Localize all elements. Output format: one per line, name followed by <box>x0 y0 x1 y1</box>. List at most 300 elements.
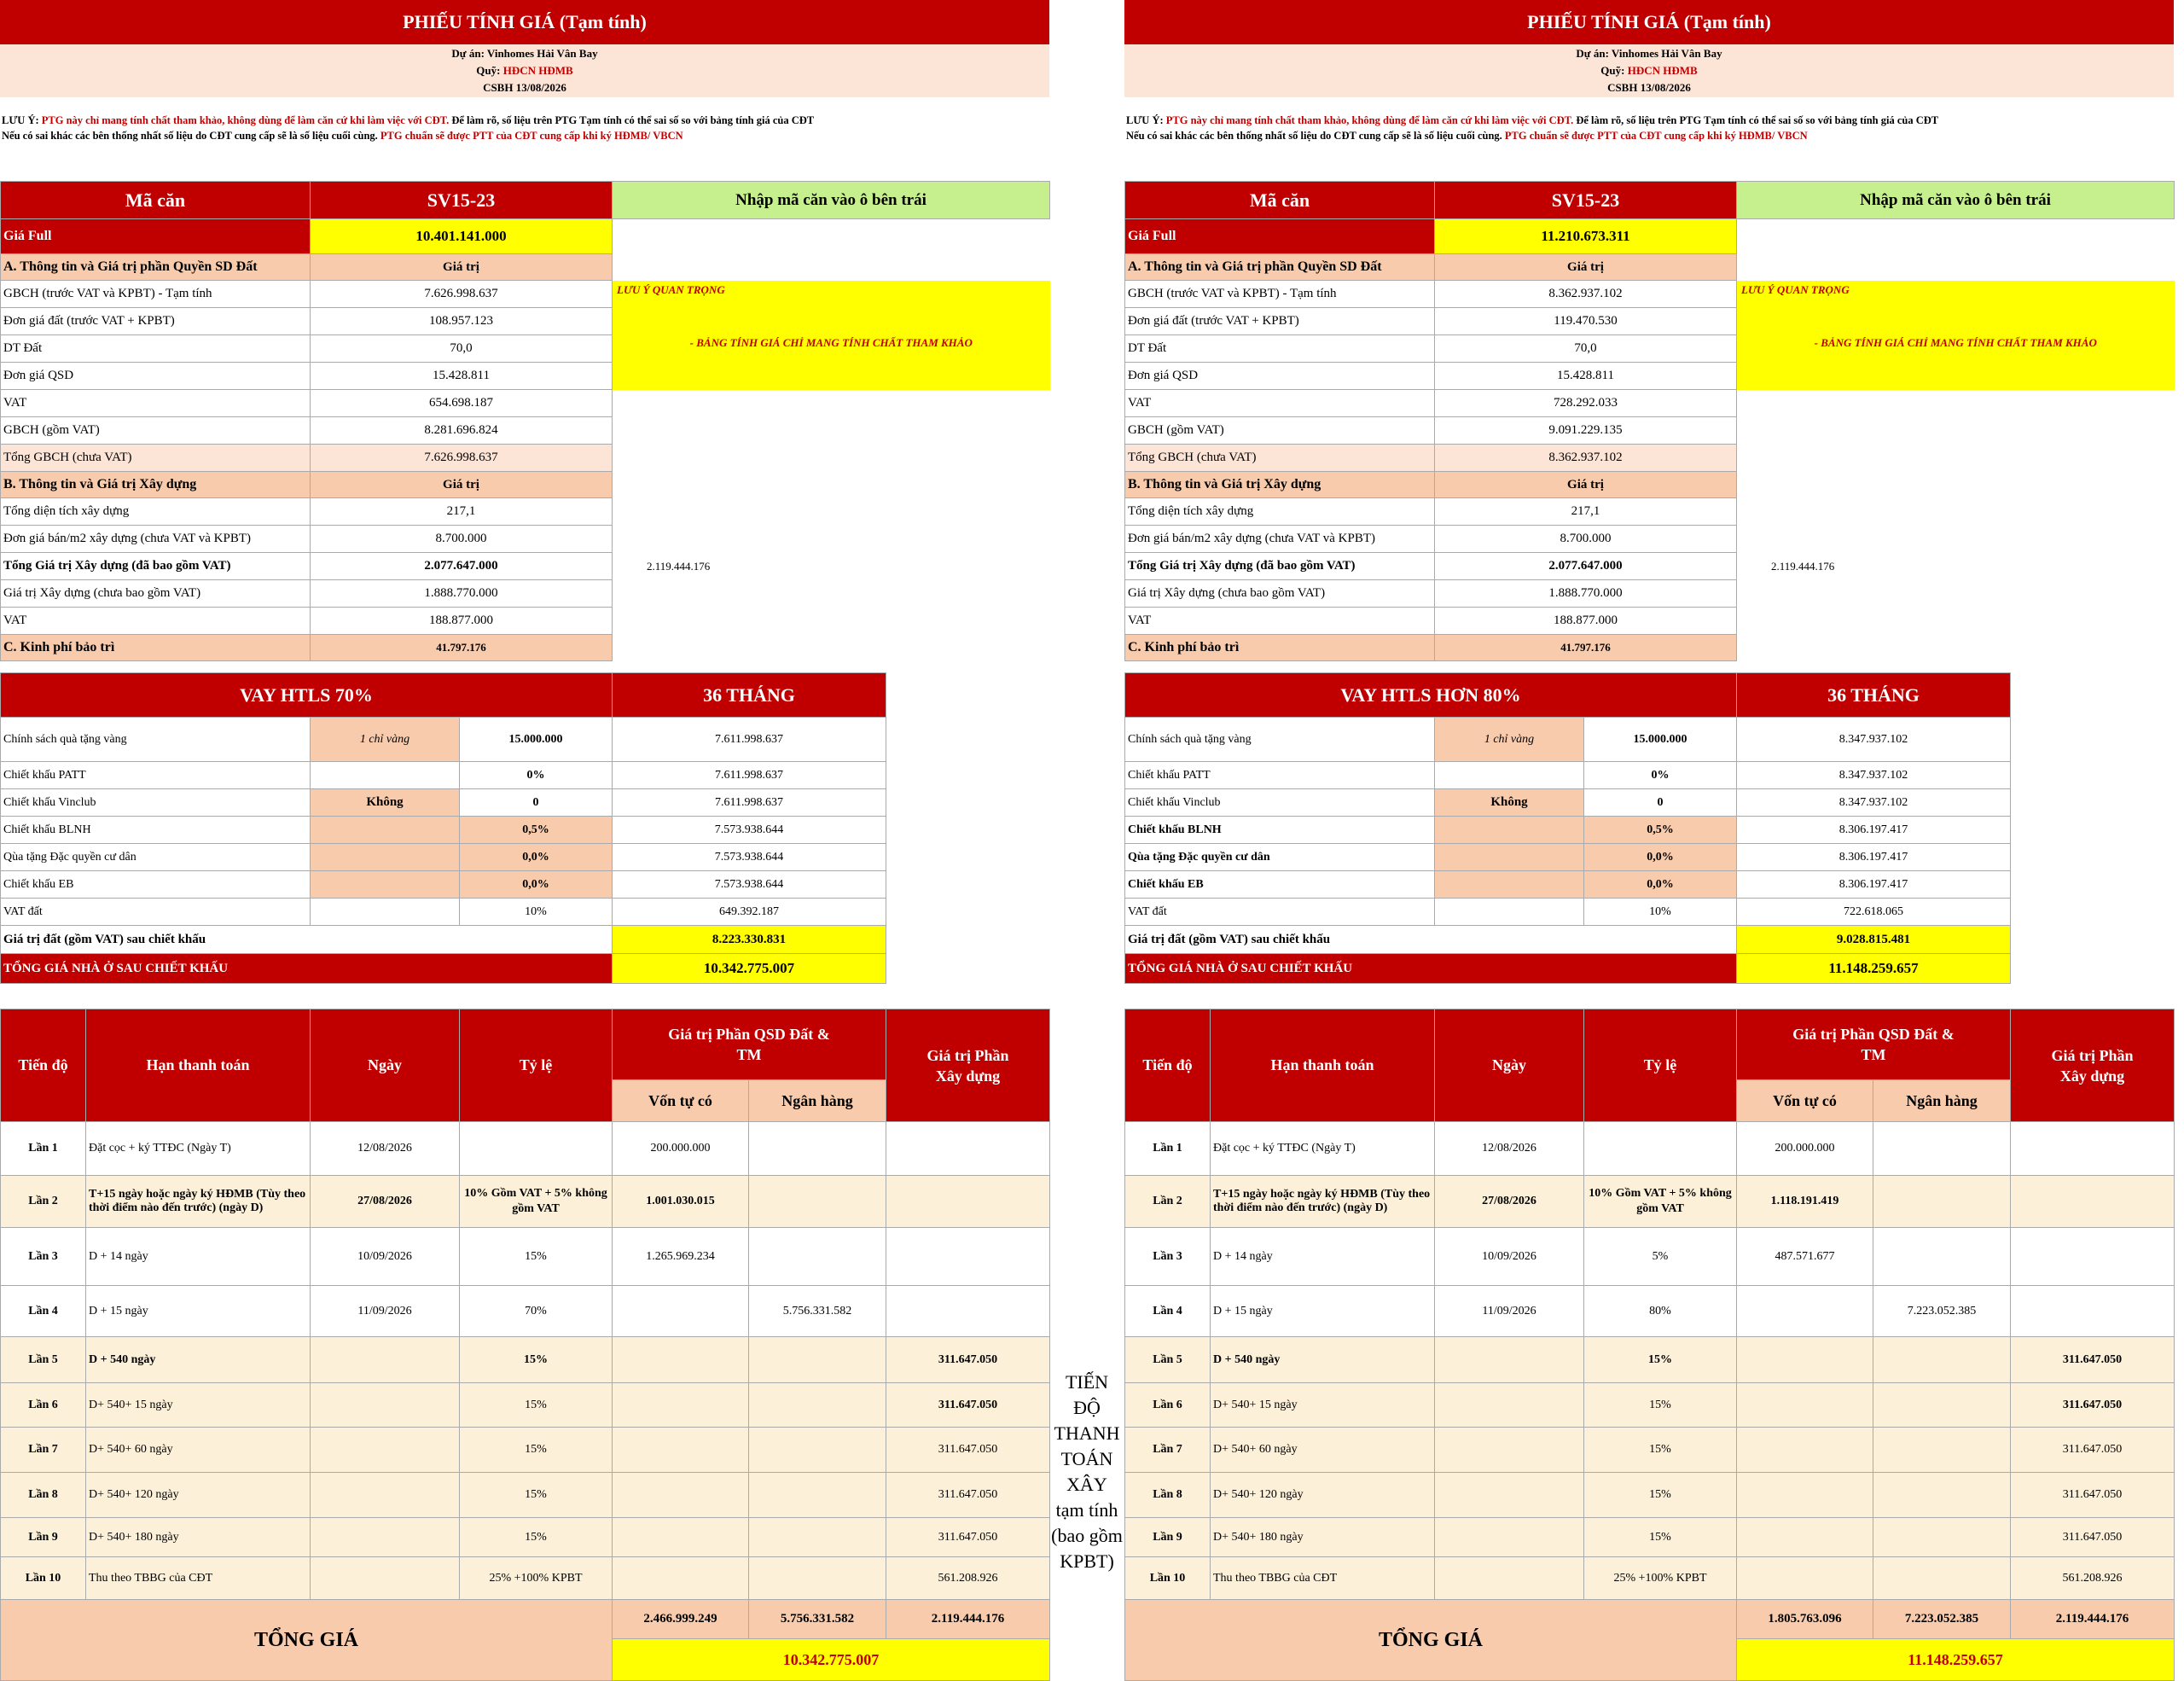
schedule-date: 12/08/2026 <box>311 1122 460 1176</box>
house-total-value: 11.148.259.657 <box>1737 954 2011 984</box>
discount-row-value: 8.347.937.102 <box>1737 762 2011 789</box>
schedule-own-capital: 487.571.677 <box>1737 1228 1873 1286</box>
note-red-1: PTG này chỉ mang tính chất tham khảo, không dùng để làm căn cứ khi làm việc với CĐT. <box>1165 114 1574 126</box>
project-info <box>1124 44 2174 97</box>
build-row-value: 1.888.770.000 <box>311 580 613 608</box>
col-land-value: Giá trị Phần QSD Đất & TM <box>613 1009 886 1080</box>
build-row-value: 1.888.770.000 <box>1435 580 1737 608</box>
build-row-value: 2.077.647.000 <box>1435 553 1737 580</box>
schedule-deadline: Đặt cọc + ký TTĐC (Ngày T) <box>1211 1122 1435 1176</box>
schedule-row <box>1125 1122 2175 1176</box>
schedule-row <box>1 1337 1050 1383</box>
schedule-bank <box>749 1122 886 1176</box>
schedule-ratio <box>1584 1122 1737 1176</box>
schedule-own-capital <box>613 1286 749 1337</box>
important-note-text: - BẢNG TÍNH GIÁ CHỈ MANG TÍNH CHẤT THAM KHẢO <box>1814 335 2097 349</box>
land-row-label: GBCH (trước VAT và KPBT) - Tạm tính <box>1 281 311 308</box>
schedule-stage: Lần 4 <box>1125 1286 1211 1337</box>
discount-row-rate: 0% <box>1584 762 1737 789</box>
unit-code-hint: Nhập mã căn vào ô bên trái <box>1737 182 2175 219</box>
schedule-bank <box>1873 1557 2011 1600</box>
col-stage: Tiến độ <box>1 1009 86 1122</box>
schedule-row <box>1 1228 1050 1286</box>
schedule-deadline: D+ 540+ 180 ngày <box>1211 1518 1435 1557</box>
section-c-title: C. Kinh phí bảo trì <box>1125 635 1435 661</box>
land-row-value: 15.428.811 <box>1435 363 1737 390</box>
discount-row-value: 8.347.937.102 <box>1737 789 2011 817</box>
col-date: Ngày <box>1435 1009 1584 1122</box>
land-row-value: 9.091.229.135 <box>1435 417 1737 445</box>
schedule-bank: 5.756.331.582 <box>749 1286 886 1337</box>
full-price-label: Giá Full <box>1125 219 1435 254</box>
discount-row-option <box>311 871 460 899</box>
schedule-build: 311.647.050 <box>886 1428 1050 1473</box>
unit-code-label: Mã căn <box>1125 182 1435 219</box>
build-row-value: 8.700.000 <box>1435 526 1737 553</box>
grand-total-label: TỔNG GIÁ <box>1125 1600 1737 1681</box>
note-black-2: Nếu có sai khác các bên thống nhất số liệu do CĐT cung cấp sẽ là số liệu cuối cùng. <box>2 130 378 142</box>
schedule-build <box>886 1286 1050 1337</box>
col-bank: Ngân hàng <box>1873 1080 2011 1122</box>
discount-row-option <box>1435 844 1584 871</box>
land-row-value: 8.362.937.102 <box>1435 445 1737 472</box>
discount-row-rate: 0,0% <box>460 871 613 899</box>
schedule-stage: Lần 1 <box>1 1122 86 1176</box>
schedule-build: 311.647.050 <box>2011 1518 2175 1557</box>
schedule-own-capital <box>1737 1518 1873 1557</box>
discount-row-label: Qùa tặng Đặc quyền cư dân <box>1 844 311 871</box>
land-row-label: GBCH (gồm VAT) <box>1125 417 1435 445</box>
note-red-2: PTG chuẩn sẽ được PTT của CĐT cung cấp khi ký HĐMB/ VBCN <box>1504 130 1808 142</box>
build-row-label: VAT <box>1125 608 1435 635</box>
schedule-own-capital <box>613 1518 749 1557</box>
loan-title: VAY HTLS HƠN 80% <box>1125 673 1737 718</box>
schedule-own-capital <box>613 1337 749 1383</box>
land-row-label: Đơn giá QSD <box>1125 363 1435 390</box>
schedule-build <box>886 1228 1050 1286</box>
schedule-bank <box>749 1557 886 1600</box>
discount-row-value: 7.573.938.644 <box>613 844 886 871</box>
fund-label: Quỹ: <box>476 64 501 77</box>
grand-total-value: 11.148.259.657 <box>1737 1639 2175 1681</box>
schedule-bank: 7.223.052.385 <box>1873 1286 2011 1337</box>
schedule-stage: Lần 6 <box>1 1383 86 1428</box>
discount-row-label: Chiết khấu Vinclub <box>1125 789 1435 817</box>
schedule-row <box>1 1383 1050 1428</box>
schedule-stage: Lần 7 <box>1125 1428 1211 1473</box>
unit-code-input[interactable]: SV15-23 <box>1435 182 1737 219</box>
land-row-label: Đơn giá đất (trước VAT + KPBT) <box>1 308 311 335</box>
build-row-label: Tổng Giá trị Xây dựng (đã bao gồm VAT) <box>1125 553 1435 580</box>
discount-row-value: 8.306.197.417 <box>1737 844 2011 871</box>
schedule-stage: Lần 4 <box>1 1286 86 1337</box>
schedule-stage: Lần 2 <box>1 1176 86 1228</box>
full-price-value: 11.210.673.311 <box>1435 219 1737 254</box>
schedule-date: 27/08/2026 <box>311 1176 460 1228</box>
discount-row-value: 8.347.937.102 <box>1737 718 2011 762</box>
project-name: Vinhomes Hải Vân Bay <box>486 47 598 60</box>
section-c-title: C. Kinh phí bảo trì <box>1 635 311 661</box>
important-note-text: - BẢNG TÍNH GIÁ CHỈ MANG TÍNH CHẤT THAM KHẢO <box>689 335 973 349</box>
discount-row-option <box>311 817 460 844</box>
land-row-value: 8.281.696.824 <box>311 417 613 445</box>
land-row-label: DT Đất <box>1 335 311 363</box>
col-deadline: Hạn thanh toán <box>86 1009 311 1122</box>
land-row-label: VAT <box>1 390 311 417</box>
total-own-capital: 2.466.999.249 <box>613 1600 749 1639</box>
schedule-own-capital <box>613 1473 749 1518</box>
schedule-ratio: 15% <box>460 1337 613 1383</box>
schedule-date <box>1435 1473 1584 1518</box>
loan-title: VAY HTLS 70% <box>1 673 613 718</box>
schedule-row <box>1125 1473 2175 1518</box>
important-note-title: LƯU Ý QUAN TRỌNG <box>617 282 725 296</box>
total-build: 2.119.444.176 <box>2011 1600 2175 1639</box>
schedule-date <box>1435 1557 1584 1600</box>
schedule-date <box>311 1518 460 1557</box>
schedule-deadline: D + 540 ngày <box>86 1337 311 1383</box>
schedule-stage: Lần 5 <box>1 1337 86 1383</box>
col-land-value: Giá trị Phần QSD Đất & TM <box>1737 1009 2011 1080</box>
discount-row-option <box>1435 899 1584 926</box>
schedule-date: 12/08/2026 <box>1435 1122 1584 1176</box>
schedule-ratio: 15% <box>460 1228 613 1286</box>
schedule-build: 311.647.050 <box>886 1518 1050 1557</box>
schedule-row <box>1125 1428 2175 1473</box>
schedule-build <box>2011 1286 2175 1337</box>
schedule-ratio: 10% Gồm VAT + 5% không gồm VAT <box>1584 1176 1737 1228</box>
build-row-label: Tổng diện tích xây dựng <box>1125 498 1435 526</box>
schedule-deadline: D + 15 ngày <box>86 1286 311 1337</box>
schedule-ratio: 80% <box>1584 1286 1737 1337</box>
build-row-label: Tổng diện tích xây dựng <box>1 498 311 526</box>
discount-row-option <box>1435 871 1584 899</box>
schedule-bank <box>1873 1176 2011 1228</box>
payment-schedule-table <box>0 1009 1050 1681</box>
schedule-own-capital: 1.118.191.419 <box>1737 1176 1873 1228</box>
unit-info-table <box>0 181 1050 661</box>
discount-row-option <box>1435 817 1584 844</box>
discount-row-label: VAT đất <box>1125 899 1435 926</box>
col-build-value: Giá trị Phần Xây dựng <box>886 1009 1050 1122</box>
project-name: Vinhomes Hải Vân Bay <box>1611 47 1722 60</box>
schedule-date: 11/09/2026 <box>311 1286 460 1337</box>
discount-row-rate: 0,5% <box>1584 817 1737 844</box>
schedule-bank <box>749 1473 886 1518</box>
land-total-value: 8.223.330.831 <box>613 926 886 954</box>
schedule-ratio: 10% Gồm VAT + 5% không gồm VAT <box>460 1176 613 1228</box>
schedule-stage: Lần 9 <box>1125 1518 1211 1557</box>
fund-name: HĐCN HĐMB <box>1627 64 1698 77</box>
schedule-row <box>1125 1228 2175 1286</box>
discount-row-label: Chiết khấu PATT <box>1 762 311 789</box>
discount-row-option <box>311 762 460 789</box>
schedule-stage: Lần 10 <box>1125 1557 1211 1600</box>
schedule-row <box>1 1428 1050 1473</box>
build-row-label: Đơn giá bán/m2 xây dựng (chưa VAT và KPBT) <box>1 526 311 553</box>
blank-cell <box>1737 445 2175 472</box>
section-c-value: 41.797.176 <box>1435 635 1737 661</box>
schedule-row <box>1125 1383 2175 1428</box>
note-black-1: Để làm rõ, số liệu trên PTG Tạm tính có thể sai số so với bảng tính giá của CĐT <box>451 114 815 126</box>
discount-row-label: Chiết khấu PATT <box>1125 762 1435 789</box>
schedule-own-capital <box>1737 1337 1873 1383</box>
schedule-ratio: 70% <box>460 1286 613 1337</box>
blank-cell <box>613 498 1050 526</box>
total-bank: 5.756.331.582 <box>749 1600 886 1639</box>
house-total-label: TỔNG GIÁ NHÀ Ở SAU CHIẾT KHẤU <box>1 954 613 984</box>
schedule-bank <box>1873 1518 2011 1557</box>
discount-row-value: 7.611.998.637 <box>613 789 886 817</box>
discount-row-option: 1 chỉ vàng <box>1435 718 1584 762</box>
schedule-deadline: D + 14 ngày <box>1211 1228 1435 1286</box>
schedule-ratio <box>460 1122 613 1176</box>
schedule-build: 311.647.050 <box>2011 1428 2175 1473</box>
schedule-ratio: 25% +100% KPBT <box>460 1557 613 1600</box>
schedule-deadline: D+ 540+ 180 ngày <box>86 1518 311 1557</box>
schedule-ratio: 15% <box>1584 1383 1737 1428</box>
schedule-row <box>1125 1286 2175 1337</box>
schedule-ratio: 25% +100% KPBT <box>1584 1557 1737 1600</box>
note-prefix: LƯU Ý: <box>2 114 39 126</box>
schedule-bank <box>1873 1337 2011 1383</box>
section-a-value-header: Giá trị <box>1435 254 1737 281</box>
schedule-build <box>2011 1122 2175 1176</box>
discount-row-label: Chính sách quà tặng vàng <box>1125 718 1435 762</box>
land-row-label: GBCH (gồm VAT) <box>1 417 311 445</box>
schedule-row <box>1125 1518 2175 1557</box>
house-total-label: TỔNG GIÁ NHÀ Ở SAU CHIẾT KHẤU <box>1125 954 1737 984</box>
schedule-own-capital <box>1737 1473 1873 1518</box>
schedule-row <box>1 1557 1050 1600</box>
land-row-value: 70,0 <box>311 335 613 363</box>
land-row-value: 119.470.530 <box>1435 308 1737 335</box>
schedule-ratio: 15% <box>460 1518 613 1557</box>
section-b-title: B. Thông tin và Giá trị Xây dựng <box>1 472 311 498</box>
schedule-deadline: D + 15 ngày <box>1211 1286 1435 1337</box>
unit-code-input[interactable]: SV15-23 <box>311 182 613 219</box>
schedule-stage: Lần 2 <box>1125 1176 1211 1228</box>
discount-row-label: Chiết khấu EB <box>1 871 311 899</box>
discount-row-rate: 0,0% <box>1584 871 1737 899</box>
schedule-stage: Lần 3 <box>1125 1228 1211 1286</box>
blank-cell <box>613 417 1050 445</box>
schedule-date <box>311 1428 460 1473</box>
land-total-label: Giá trị đất (gồm VAT) sau chiết khấu <box>1 926 613 954</box>
schedule-date <box>1435 1337 1584 1383</box>
schedule-bank <box>749 1228 886 1286</box>
land-row-value: 70,0 <box>1435 335 1737 363</box>
disclaimer-note <box>0 113 1049 150</box>
schedule-deadline: D+ 540+ 60 ngày <box>86 1428 311 1473</box>
schedule-ratio: 5% <box>1584 1228 1737 1286</box>
total-build: 2.119.444.176 <box>886 1600 1050 1639</box>
build-row-value: 188.877.000 <box>311 608 613 635</box>
fund-label: Quỹ: <box>1600 64 1625 77</box>
schedule-date: 10/09/2026 <box>311 1228 460 1286</box>
schedule-bank <box>749 1383 886 1428</box>
schedule-ratio: 15% <box>460 1428 613 1473</box>
section-a-title: A. Thông tin và Giá trị phần Quyền SD Đất <box>1125 254 1435 281</box>
schedule-date <box>311 1337 460 1383</box>
schedule-stage: Lần 9 <box>1 1518 86 1557</box>
discount-row-rate: 0,0% <box>460 844 613 871</box>
land-row-label: GBCH (trước VAT và KPBT) - Tạm tính <box>1125 281 1435 308</box>
section-b-value-header: Giá trị <box>311 472 613 498</box>
build-row-label: Tổng Giá trị Xây dựng (đã bao gồm VAT) <box>1 553 311 580</box>
blank-cell <box>613 580 1050 608</box>
discount-row-option: 1 chỉ vàng <box>311 718 460 762</box>
schedule-deadline: Thu theo TBBG của CĐT <box>86 1557 311 1600</box>
land-total-label: Giá trị đất (gồm VAT) sau chiết khấu <box>1125 926 1737 954</box>
land-row-value: 728.292.033 <box>1435 390 1737 417</box>
schedule-build: 311.647.050 <box>886 1473 1050 1518</box>
discount-row-label: Chính sách quà tặng vàng <box>1 718 311 762</box>
schedule-deadline: D + 14 ngày <box>86 1228 311 1286</box>
col-deadline: Hạn thanh toán <box>1211 1009 1435 1122</box>
col-ratio: Tỷ lệ <box>1584 1009 1737 1122</box>
schedule-bank <box>1873 1428 2011 1473</box>
loan-term: 36 THÁNG <box>1737 673 2011 718</box>
schedule-date <box>1435 1428 1584 1473</box>
schedule-stage: Lần 8 <box>1125 1473 1211 1518</box>
section-b-title: B. Thông tin và Giá trị Xây dựng <box>1125 472 1435 498</box>
csbh-date: CSBH 13/08/2026 <box>1607 81 1691 94</box>
discount-row-rate: 0,5% <box>460 817 613 844</box>
discount-row-rate: 0% <box>460 762 613 789</box>
blank-cell <box>1737 417 2175 445</box>
schedule-build: 311.647.050 <box>886 1383 1050 1428</box>
construction-schedule-label: TIẾN ĐỘ THANH TOÁN XÂY tạm tính (bao gồm KPBT) <box>1051 1371 1123 1572</box>
project-info <box>0 44 1049 97</box>
schedule-date: 27/08/2026 <box>1435 1176 1584 1228</box>
section-c-value: 41.797.176 <box>311 635 613 661</box>
schedule-ratio: 15% <box>460 1383 613 1428</box>
schedule-build <box>2011 1228 2175 1286</box>
land-row-label: VAT <box>1125 390 1435 417</box>
schedule-own-capital <box>613 1428 749 1473</box>
schedule-row <box>1125 1557 2175 1600</box>
build-row-label: VAT <box>1 608 311 635</box>
loan-term: 36 THÁNG <box>613 673 886 718</box>
schedule-build <box>886 1122 1050 1176</box>
schedule-stage: Lần 1 <box>1125 1122 1211 1176</box>
discount-row-option <box>1435 762 1584 789</box>
discount-row-value: 722.618.065 <box>1737 899 2011 926</box>
land-row-value: 108.957.123 <box>311 308 613 335</box>
schedule-ratio: 15% <box>1584 1473 1737 1518</box>
land-row-label: Đơn giá QSD <box>1 363 311 390</box>
schedule-build: 311.647.050 <box>2011 1473 2175 1518</box>
schedule-row <box>1125 1337 2175 1383</box>
grand-total-label: TỔNG GIÁ <box>1 1600 613 1681</box>
total-bank: 7.223.052.385 <box>1873 1600 2011 1639</box>
discount-row-value: 7.573.938.644 <box>613 871 886 899</box>
col-ratio: Tỷ lệ <box>460 1009 613 1122</box>
build-side-value: 2.119.444.176 <box>647 559 711 573</box>
schedule-stage: Lần 5 <box>1125 1337 1211 1383</box>
land-row-label: DT Đất <box>1125 335 1435 363</box>
schedule-deadline: D+ 540+ 60 ngày <box>1211 1428 1435 1473</box>
schedule-deadline: D+ 540+ 120 ngày <box>1211 1473 1435 1518</box>
schedule-row <box>1 1122 1050 1176</box>
schedule-deadline: T+15 ngày hoặc ngày ký HĐMB (Tùy theo thời điểm nào đến trước) (ngày D) <box>1211 1176 1435 1228</box>
schedule-own-capital <box>1737 1428 1873 1473</box>
build-row-value: 2.077.647.000 <box>311 553 613 580</box>
note-black-2: Nếu có sai khác các bên thống nhất số liệu do CĐT cung cấp sẽ là số liệu cuối cùng. <box>1126 130 1502 142</box>
discount-row-rate: 10% <box>1584 899 1737 926</box>
schedule-date <box>311 1557 460 1600</box>
col-build-value: Giá trị Phần Xây dựng <box>2011 1009 2175 1122</box>
section-a-value-header: Giá trị <box>311 254 613 281</box>
build-row-value: 217,1 <box>1435 498 1737 526</box>
build-row-value: 188.877.000 <box>1435 608 1737 635</box>
section-b-value-header: Giá trị <box>1435 472 1737 498</box>
loan-discount-table <box>0 672 886 984</box>
sheet-title: PHIẾU TÍNH GIÁ (Tạm tính) <box>0 0 1049 44</box>
discount-row-value: 8.306.197.417 <box>1737 871 2011 899</box>
schedule-deadline: Đặt cọc + ký TTĐC (Ngày T) <box>86 1122 311 1176</box>
col-own-capital: Vốn tự có <box>613 1080 749 1122</box>
blank-cell <box>1737 498 2175 526</box>
fund-name: HĐCN HĐMB <box>502 64 573 77</box>
price-sheet-left <box>0 0 1049 1678</box>
schedule-ratio: 15% <box>460 1473 613 1518</box>
schedule-own-capital <box>613 1383 749 1428</box>
schedule-own-capital: 1.265.969.234 <box>613 1228 749 1286</box>
schedule-date: 11/09/2026 <box>1435 1286 1584 1337</box>
land-row-value: 654.698.187 <box>311 390 613 417</box>
land-row-label: Tổng GBCH (chưa VAT) <box>1 445 311 472</box>
note-red-2: PTG chuẩn sẽ được PTT của CĐT cung cấp khi ký HĐMB/ VBCN <box>380 130 683 142</box>
disclaimer-note <box>1124 113 2174 150</box>
schedule-own-capital <box>1737 1286 1873 1337</box>
note-red-1: PTG này chỉ mang tính chất tham khảo, không dùng để làm căn cứ khi làm việc với CĐT. <box>41 114 450 126</box>
build-row-label: Giá trị Xây dựng (chưa bao gồm VAT) <box>1125 580 1435 608</box>
schedule-build: 311.647.050 <box>2011 1337 2175 1383</box>
schedule-deadline: D+ 540+ 15 ngày <box>1211 1383 1435 1428</box>
col-bank: Ngân hàng <box>749 1080 886 1122</box>
blank-cell <box>613 526 1050 553</box>
schedule-date <box>1435 1518 1584 1557</box>
blank-cell <box>613 445 1050 472</box>
schedule-stage: Lần 7 <box>1 1428 86 1473</box>
col-own-capital: Vốn tự có <box>1737 1080 1873 1122</box>
schedule-own-capital <box>1737 1383 1873 1428</box>
house-total-value: 10.342.775.007 <box>613 954 886 984</box>
schedule-date: 10/09/2026 <box>1435 1228 1584 1286</box>
important-note-title: LƯU Ý QUAN TRỌNG <box>1741 282 1850 296</box>
schedule-stage: Lần 10 <box>1 1557 86 1600</box>
schedule-stage: Lần 8 <box>1 1473 86 1518</box>
schedule-ratio: 15% <box>1584 1337 1737 1383</box>
schedule-deadline: Thu theo TBBG của CĐT <box>1211 1557 1435 1600</box>
land-row-value: 7.626.998.637 <box>311 281 613 308</box>
discount-row-value: 7.573.938.644 <box>613 817 886 844</box>
build-row-label: Giá trị Xây dựng (chưa bao gồm VAT) <box>1 580 311 608</box>
discount-row-label: Chiết khấu Vinclub <box>1 789 311 817</box>
sheet-title: PHIẾU TÍNH GIÁ (Tạm tính) <box>1124 0 2174 44</box>
price-sheet-right <box>1124 0 2174 1678</box>
discount-row-rate: 10% <box>460 899 613 926</box>
schedule-own-capital <box>613 1557 749 1600</box>
build-row-label: Đơn giá bán/m2 xây dựng (chưa VAT và KPBT) <box>1125 526 1435 553</box>
discount-row-value: 649.392.187 <box>613 899 886 926</box>
project-label: Dự án: <box>451 47 485 60</box>
schedule-build: 311.647.050 <box>2011 1383 2175 1428</box>
schedule-stage: Lần 6 <box>1125 1383 1211 1428</box>
build-row-value: 8.700.000 <box>311 526 613 553</box>
